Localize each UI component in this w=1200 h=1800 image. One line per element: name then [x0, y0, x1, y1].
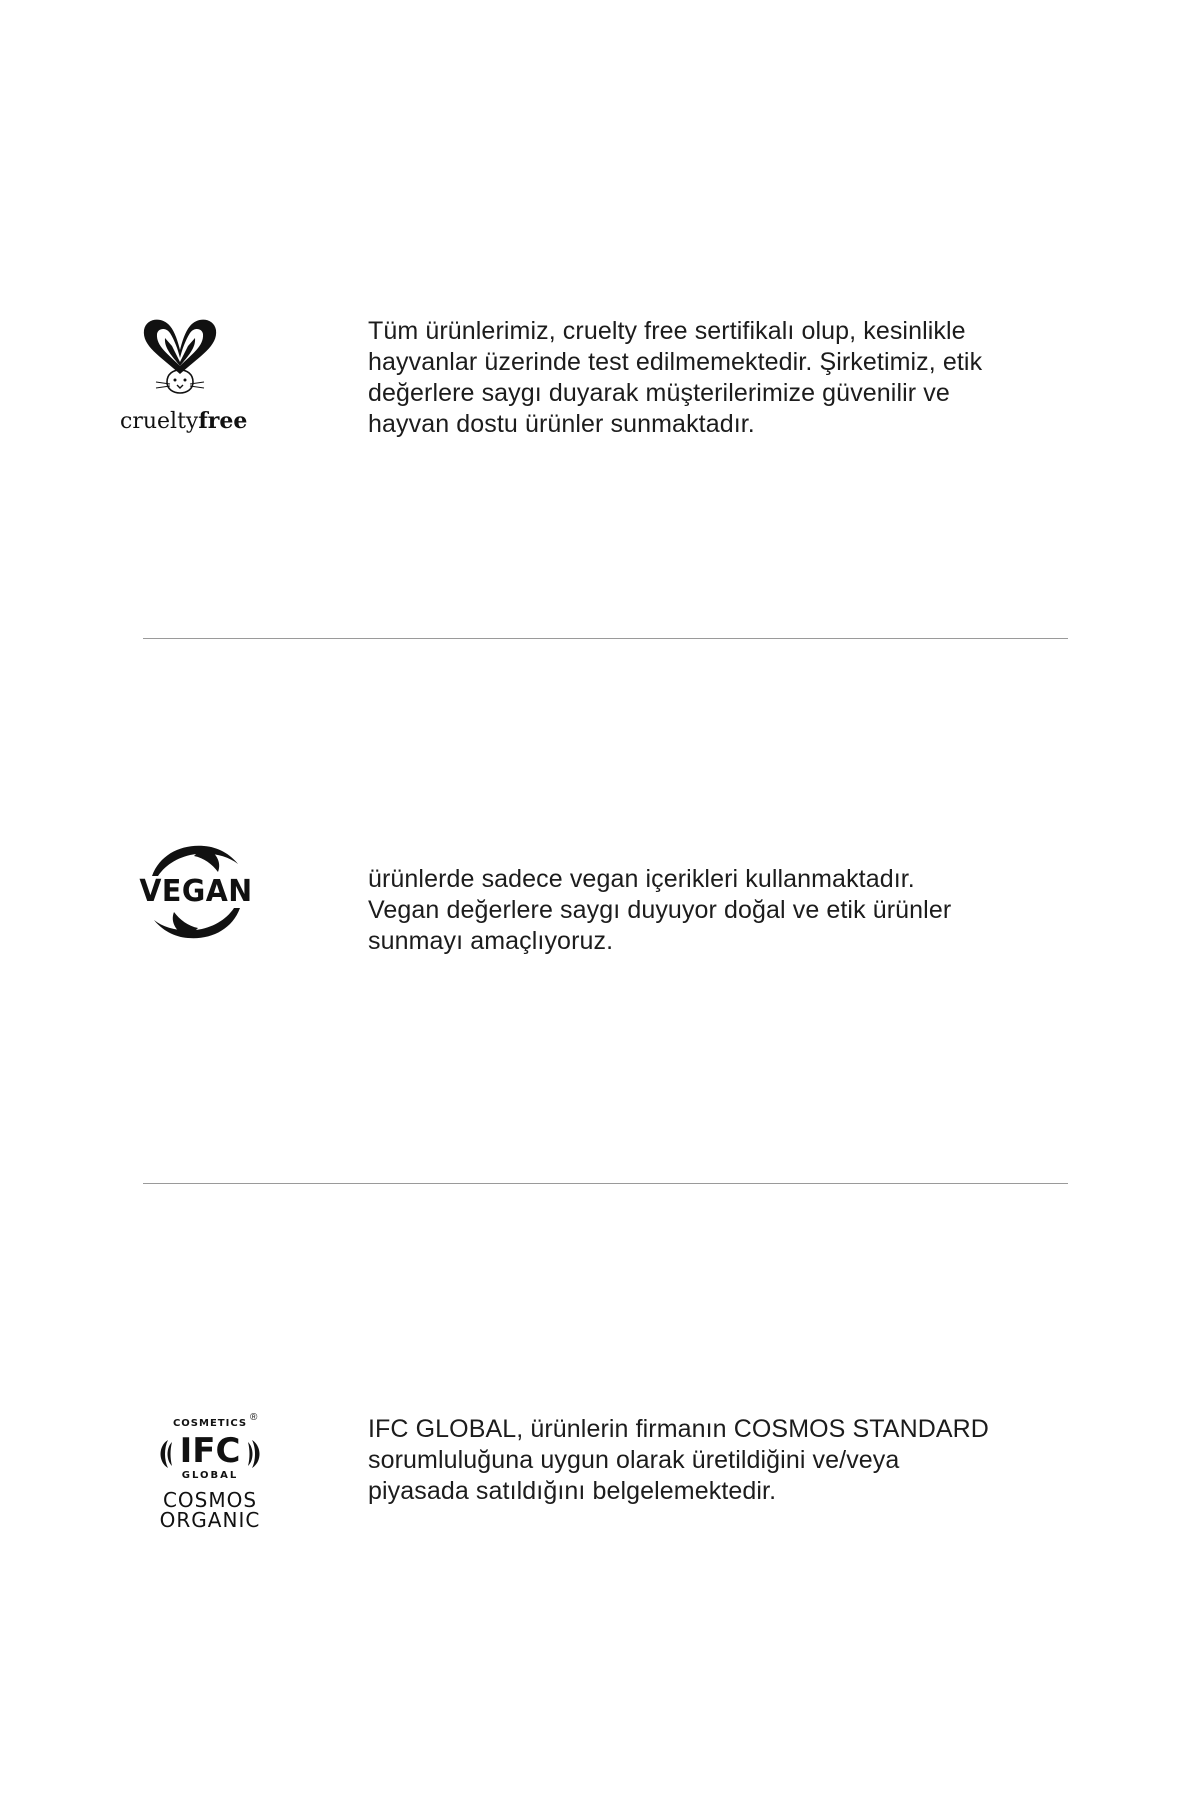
vegan-logo: [138, 842, 254, 942]
vegan-line-1: ürünlerde sadece vegan içerikleri kullanmaktadır.: [368, 865, 915, 893]
cosmos-line-1: IFC GLOBAL, ürünlerin firmanın COSMOS STANDARD: [368, 1415, 989, 1443]
vegan-description: [368, 864, 1088, 957]
cosmos-organic-logo: [150, 1412, 270, 1530]
cruelty-free-logo: [120, 316, 248, 438]
cruelty-free-logo-word-light: cruelty: [120, 409, 199, 434]
cruelty-free-line-4: hayvan dostu ürünler sunmaktadır.: [368, 410, 755, 438]
cruelty-free-line-1: Tüm ürünlerimiz, cruelty free sertifikalı olup, kesinlikle: [368, 317, 966, 345]
ifc-arc-bottom: GLOBAL: [181, 1470, 239, 1481]
cosmos-logo-line-1: COSMOS: [162, 1488, 258, 1512]
vegan-logo-word: VEGAN: [139, 874, 253, 909]
vegan-line-2: Vegan değerlere saygı duyuyor doğal ve etik ürünler: [368, 896, 952, 924]
cosmos-logo-line-2: ORGANIC: [159, 1508, 261, 1532]
section-divider-2: [143, 1183, 1068, 1184]
cosmos-organic-description: [368, 1414, 1088, 1507]
cruelty-free-logo-word-bold: free: [198, 408, 248, 434]
ifc-center: IFC: [179, 1431, 241, 1471]
cruelty-free-line-3: değerlere saygı duyarak müşterilerimize güvenilir ve: [368, 379, 950, 407]
cosmos-line-2: sorumluluğuna uygun olarak üretildiğini ve/veya: [368, 1446, 900, 1474]
cruelty-free-description: [368, 316, 1088, 440]
cosmos-line-3: piyasada satıldığını belgelemektedir.: [368, 1477, 777, 1505]
vegan-line-3: sunmayı amaçlıyoruz.: [368, 927, 614, 955]
ifc-arc-top: COSMETICS: [172, 1418, 248, 1429]
ifc-reg-mark: ®: [250, 1412, 258, 1423]
cruelty-free-line-2: hayvanlar üzerinde test edilmemektedir. Şirketimiz, etik: [368, 348, 983, 376]
section-divider-1: [143, 638, 1068, 639]
